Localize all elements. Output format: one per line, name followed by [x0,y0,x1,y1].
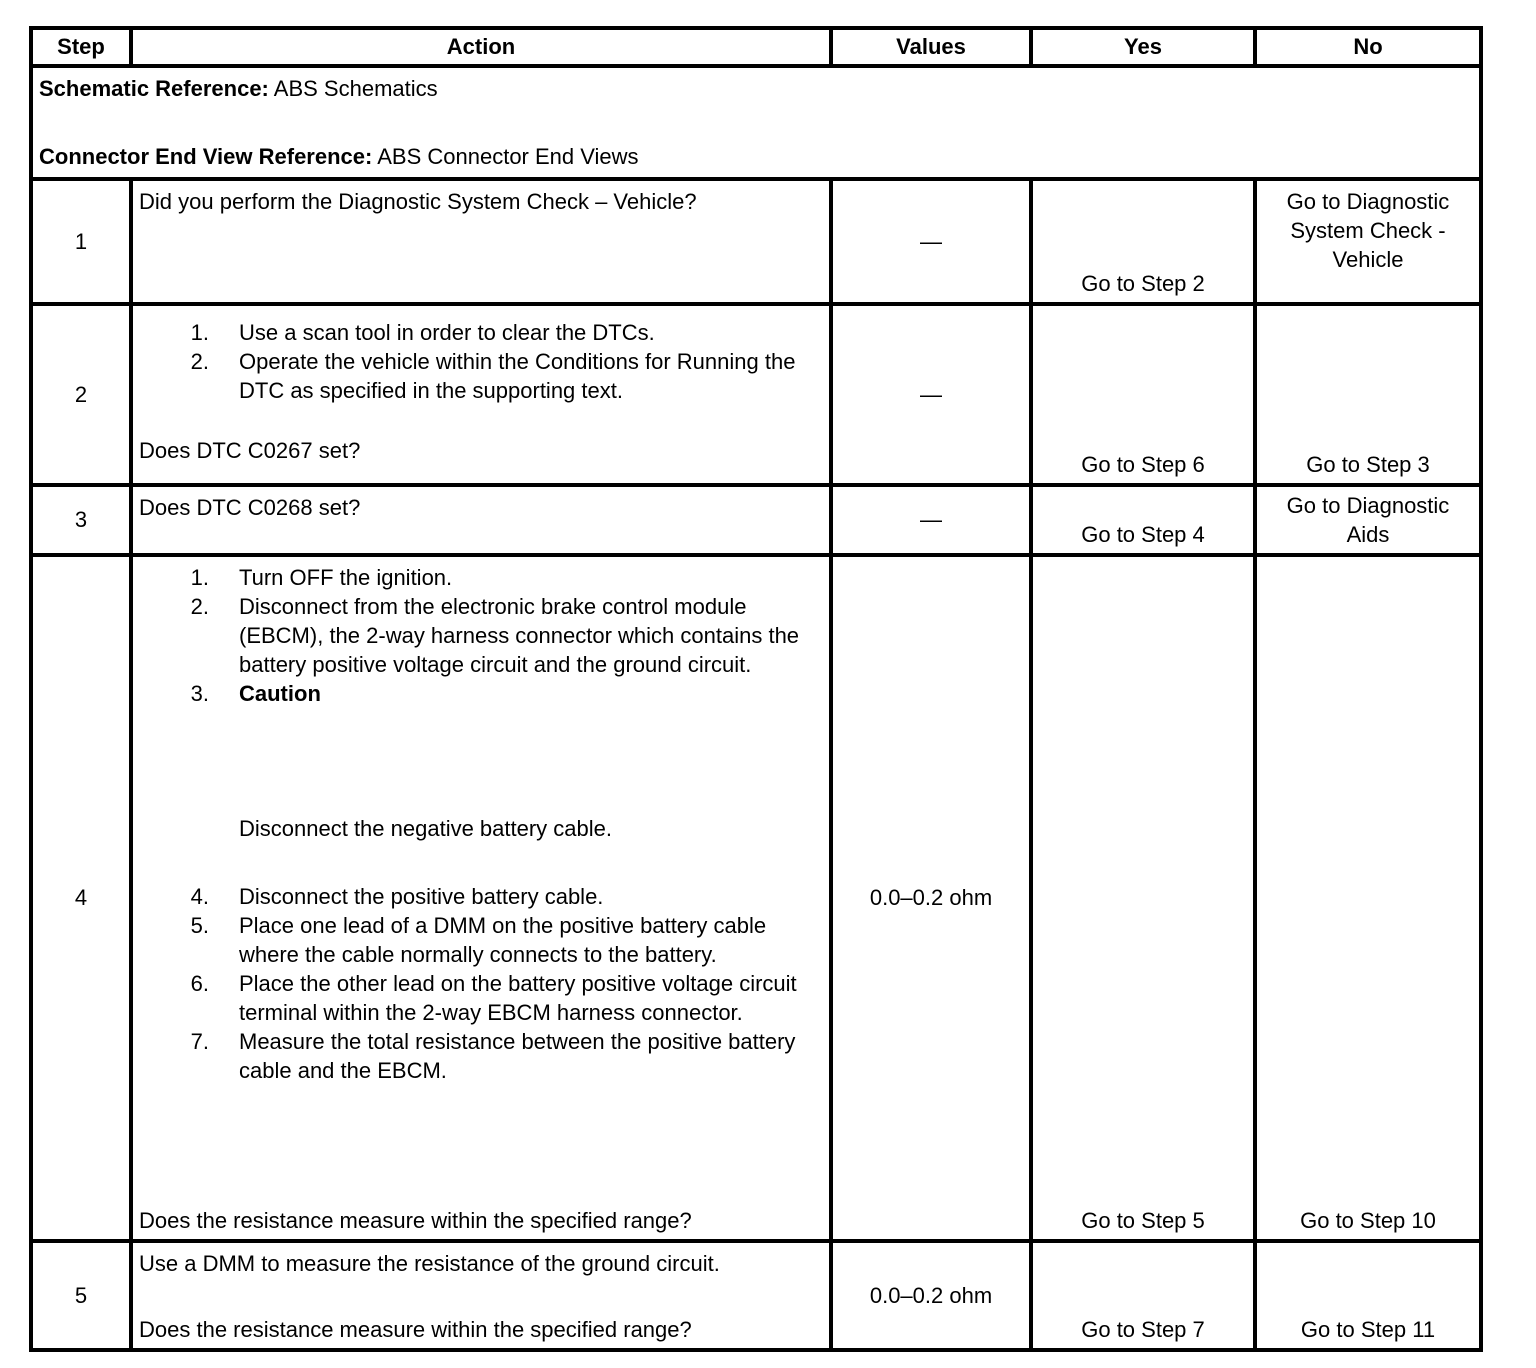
yes-cell [1031,555,1255,1241]
header-action: Action [131,28,831,66]
header-row [31,28,1481,66]
schematic-reference-link[interactable]: ABS Schematics [273,76,438,101]
list-item: 1. Use a scan tool in order to clear the DTCs. [190,320,655,345]
action-intro: Use a DMM to measure the resistance of the ground circuit. [139,1251,720,1276]
reference-row [31,66,1481,179]
no-cell [1255,1241,1481,1350]
diagnostic-table [29,26,1483,1352]
action-question: Does the resistance measure within the specified range? [139,1317,692,1342]
no-cell [1255,485,1481,555]
step-number: 5 [31,1241,131,1350]
values-cell: 0.0–0.2 ohm [831,1241,1031,1350]
connector-reference [39,142,1473,171]
action-steps [139,312,823,405]
values-cell: — [831,485,1031,555]
action-cell [131,555,831,1241]
list-item: 6. Place the other lead on the battery positive voltage circuit terminal within the 2-way EBCM harness connector. [190,971,797,1025]
yes-cell [1031,304,1255,485]
no-cell [1255,555,1481,1241]
values-cell: — [831,304,1031,485]
schematic-reference-label: Schematic Reference: [39,76,269,101]
list-item: 4. Disconnect the positive battery cable. [190,884,604,909]
action-steps [139,563,823,1085]
action-cell [131,304,831,485]
no-link[interactable]: Go to Step 10 [1300,1208,1436,1233]
yes-link[interactable]: Go to Step 5 [1081,1208,1205,1233]
values-cell: 0.0–0.2 ohm [831,555,1031,1241]
schematic-reference [39,74,1473,103]
action-question: Does the resistance measure within the specified range? [139,1208,692,1233]
no-link[interactable]: Go to Step 3 [1306,452,1430,477]
yes-link[interactable]: Go to Step 6 [1081,452,1205,477]
list-spacer [139,843,823,882]
header-no: No [1255,28,1481,66]
action-question: Does DTC C0267 set? [139,438,361,463]
yes-link[interactable]: Go to Step 2 [1081,271,1205,296]
action-cell [131,1241,831,1350]
step-number: 2 [31,304,131,485]
yes-cell [1031,1241,1255,1350]
connector-reference-label: Connector End View Reference: [39,144,373,169]
table-row [31,179,1481,304]
list-item: 2. Operate the vehicle within the Conditions for Running the DTC as specified in the supporting text. [190,349,796,403]
list-item: 1. Turn OFF the ignition. [190,565,453,590]
yes-cell [1031,179,1255,304]
caution-label: Caution [239,681,321,706]
no-link[interactable]: Go to Step 11 [1300,1317,1436,1342]
no-cell [1255,179,1481,304]
no-link[interactable]: Go to Diagnostic Aids [1286,493,1450,547]
step-number: 1 [31,179,131,304]
table-row [31,485,1481,555]
list-item: 7. Measure the total resistance between the positive battery cable and the EBCM. [190,1029,796,1083]
table-row [31,555,1481,1241]
header-step: Step [31,28,131,66]
yes-cell [1031,485,1255,555]
action-cell [131,485,831,555]
header-yes: Yes [1031,28,1255,66]
yes-link[interactable]: Go to Step 4 [1081,522,1205,547]
yes-link[interactable]: Go to Step 7 [1081,1317,1205,1342]
list-item: 5. Place one lead of a DMM on the positive battery cable where the cable normally connects to the battery. [190,913,767,967]
values-cell: — [831,179,1031,304]
action-question: Does DTC C0268 set? [139,495,361,520]
no-cell [1255,304,1481,485]
table-row [31,304,1481,485]
list-item: 2. Disconnect from the electronic brake control module (EBCM), the 2-way harness connector which contains the battery positive voltage circuit and the ground circuit. [190,594,800,677]
no-link[interactable]: Go to Diagnostic System Check - Vehicle [1286,189,1450,272]
header-values: Values [831,28,1031,66]
list-item: Disconnect the negative battery cable. [239,816,613,841]
connector-reference-link[interactable]: ABS Connector End Views [377,144,639,169]
caution-spacer [139,708,823,814]
reference-cell [31,66,1481,179]
action-question: Did you perform the Diagnostic System Check – Vehicle? [139,189,697,214]
table-row [31,1241,1481,1350]
step-number: 3 [31,485,131,555]
action-cell [131,179,831,304]
step-number: 4 [31,555,131,1241]
list-item: 3. Caution [139,679,823,708]
